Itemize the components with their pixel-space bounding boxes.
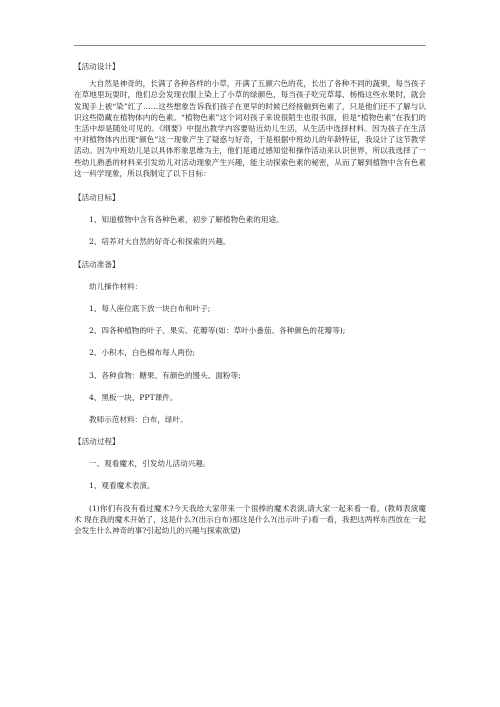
child-materials-label: 幼儿操作材料： [89, 281, 143, 291]
design-paragraph: 大自然是神奇的，长满了各种各样的小草，开满了五颜六色的花，长出了各种不同的蔬果，每当孩子在草地里玩耍时，他们总会发现衣服上染上了小草的绿颜色，每当孩子吃完草莓、杨梅这些水果时，就会发现手上被“染”红了……这些想象告诉我们孩子在更早的时候已经接触到色素了，只是他们还不了解与认识这些隐藏在植物体内的色素。“植物色素”这个词对孩子来说很陌生也很书面，但是“植物色素”在我们的生活中却是随处可见的。《纲要》中提出教学内容要贴近幼儿生活，从生活中选择材料。因为孩子在生活中对植物体内出现“颜色”这一现象产生了疑惑与好奇，于是根据中班幼儿的年龄特征，我设计了这节教学活动。因为中班幼儿是以具体形象思维为主，他们是通过感知觉和操作活动来认识世界，所以我选择了一些幼儿熟悉的材料来引发幼儿对活动现象产生兴趣，能主动探索色素的秘密，从而了解到植物中含有色素这一科学现象，所以我制定了以下目标： [74, 79, 426, 178]
prep-item: 2、小积木，白色棉布每人两份; [89, 348, 196, 358]
prep-item: 1、每人座位底下放一块白布和叶子; [89, 303, 211, 313]
process-paragraph: (1)你们有没有看过魔术?今天我给大家带来一个很棒的魔术表演,请大家一起来看一看。(教师表演魔术 现在我的魔术开始了，这是什么?(出示白布)那这是什么?(出示叶子)看一看，我把这两样东西放在一起会发生什么神奇的事?引起幼儿的兴趣与探索欲望) [74, 503, 426, 536]
process-step: 一、观看魔术，引发幼儿活动兴趣。 [89, 459, 211, 469]
prep-item: 2、四各种植物的叶子、果实、花瓣等(如：草叶小番茄、各种颜色的花瓣等); [89, 326, 346, 336]
teacher-materials: 教师示范材料：白布，绿叶。 [89, 414, 188, 424]
header-rule [74, 45, 426, 46]
process-substep: 1、观看魔术表演。 [89, 481, 155, 491]
section-heading-goals: 【活动目标】 [74, 193, 120, 203]
prep-item: 3、各种食物：糖果、有颜色的馒头、面粉等; [89, 370, 241, 380]
section-heading-process: 【活动过程】 [74, 437, 120, 447]
goal-item: 1、知道植物中含有各种色素，初步了解植物色素的用途。 [89, 215, 284, 225]
goal-item: 2、培养对大自然的好奇心和探索的兴趣。 [89, 237, 231, 247]
section-heading-design: 【活动设计】 [74, 62, 120, 71]
prep-item: 4、黑板一块、PPT课件。 [89, 392, 178, 402]
document-content [74, 61, 426, 536]
section-heading-prep: 【活动准备】 [74, 259, 120, 269]
